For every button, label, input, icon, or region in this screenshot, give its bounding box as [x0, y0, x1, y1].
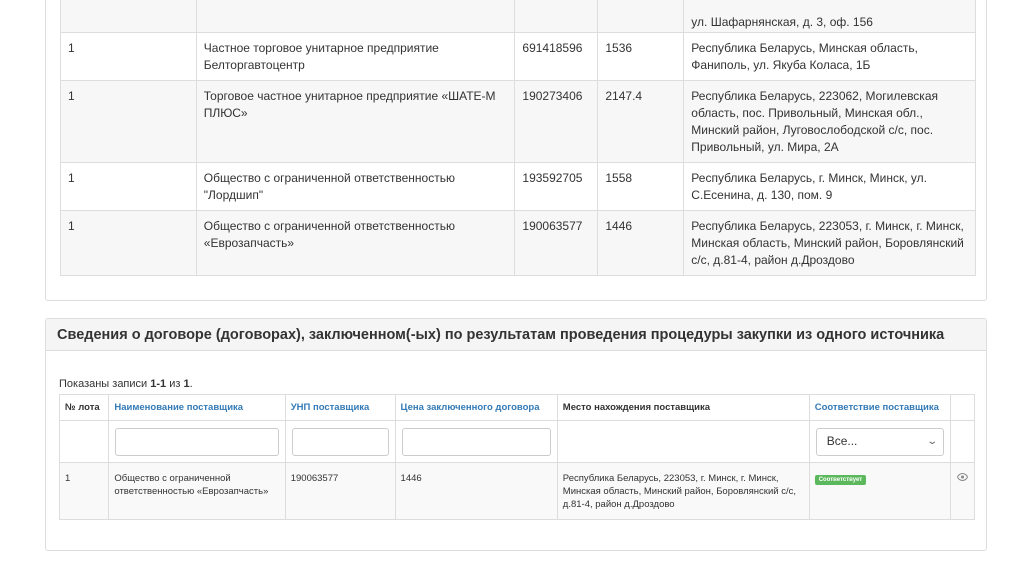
- contract-supplier-unp: 190063577: [285, 463, 395, 520]
- bid-price: 1536: [598, 33, 684, 81]
- contract-supplier-location: Республика Беларусь, 223053, г. Минск, г. Минск, Минская область, Минский район, Боровлянский с/с, д.81-4, район д.Дроздово: [557, 463, 809, 520]
- bids-table: [60, 0, 976, 276]
- table-row: [61, 33, 976, 81]
- bid-address: ул. Шафарнянская, д. 3, оф. 156: [684, 0, 976, 33]
- bid-supplier-name: Торговое частное унитарное предприятие «ШАТЕ-М ПЛЮС»: [196, 81, 515, 163]
- summary-total: 1: [183, 378, 190, 390]
- bid-address: Республика Беларусь, Минская область, Фаниполь, ул. Якуба Коласа, 1Б: [684, 33, 976, 81]
- bid-supplier-name: [196, 0, 515, 33]
- column-contract-price[interactable]: Цена заключенного договора: [395, 395, 557, 421]
- filter-compliance-value: Все...: [826, 434, 858, 448]
- bid-lot: 1: [61, 33, 197, 81]
- summary-prefix: Показаны записи: [59, 378, 151, 390]
- bid-price: 1446: [598, 211, 684, 276]
- filter-cell-unp: [285, 421, 395, 463]
- bid-supplier-name: Частное торговое унитарное предприятие Белторгавтоцентр: [196, 33, 515, 81]
- bid-lot: [61, 0, 197, 33]
- table-row: [61, 211, 976, 276]
- summary-mid: из: [166, 378, 184, 390]
- filter-cell-location: [557, 421, 809, 463]
- bid-address: Республика Беларусь, г. Минск, Минск, ул. С.Есенина, д. 130, пом. 9: [684, 163, 976, 211]
- column-supplier-unp[interactable]: УНП поставщика: [285, 395, 395, 421]
- column-supplier-name[interactable]: Наименование поставщика: [109, 395, 285, 421]
- bid-unp: [515, 0, 598, 33]
- filter-cell-name: [109, 421, 285, 463]
- contract-supplier-name: Общество с ограниченной ответственностью «Еврозапчасть»: [109, 463, 285, 520]
- filter-cell-price: [395, 421, 557, 463]
- column-actions: [950, 395, 974, 421]
- contract-compliance-cell: [809, 463, 950, 520]
- records-summary: [59, 378, 193, 390]
- contracts-table: [59, 394, 975, 520]
- bid-price: 1558: [598, 163, 684, 211]
- table-row: [61, 0, 976, 33]
- bid-lot: 1: [61, 211, 197, 276]
- bid-unp: 691418596: [515, 33, 598, 81]
- table-header-row: [60, 395, 975, 421]
- bid-unp: 190273406: [515, 81, 598, 163]
- chevron-down-icon: ⌄: [926, 436, 939, 447]
- summary-suffix: .: [189, 378, 193, 390]
- table-row: [60, 463, 975, 520]
- bids-panel: [45, 0, 987, 301]
- column-lot: № лота: [60, 395, 109, 421]
- bid-supplier-name: Общество с ограниченной ответственностью «Еврозапчасть»: [196, 211, 515, 276]
- table-row: [61, 163, 976, 211]
- column-supplier-location: Место нахождения поставщика: [557, 395, 809, 421]
- filter-cell-actions: [950, 421, 974, 463]
- bid-lot: 1: [61, 81, 197, 163]
- filter-row: [60, 421, 975, 463]
- column-supplier-compliance[interactable]: Соответствие поставщика: [809, 395, 950, 421]
- contract-lot: 1: [60, 463, 109, 520]
- filter-cell-lot: [60, 421, 109, 463]
- bid-price: 2147.4: [598, 81, 684, 163]
- eye-icon[interactable]: [957, 472, 968, 485]
- bid-price: [598, 0, 684, 33]
- status-badge: Соответствует: [815, 475, 866, 485]
- bid-supplier-name: Общество с ограниченной ответственностью "Лордшип": [196, 163, 515, 211]
- contracts-panel: [45, 318, 987, 551]
- contract-view-cell: [950, 463, 974, 520]
- filter-contract-price-input[interactable]: [402, 428, 551, 456]
- panel-heading: Сведения о договоре (договорах), заключенном(-ых) по результатам проведения процедуры закупки из одного источника: [46, 319, 986, 351]
- bid-lot: 1: [61, 163, 197, 211]
- bid-address: Республика Беларусь, 223053, г. Минск, г. Минск, Минская область, Минский район, Боровлянский с/с, д.81-4, район д.Дроздово: [684, 211, 976, 276]
- filter-supplier-name-input[interactable]: [115, 428, 278, 456]
- bid-unp: 190063577: [515, 211, 598, 276]
- table-row: [61, 81, 976, 163]
- contract-price: 1446: [395, 463, 557, 520]
- filter-compliance-select[interactable]: [816, 428, 944, 456]
- filter-supplier-unp-input[interactable]: [292, 428, 389, 456]
- bid-unp: 193592705: [515, 163, 598, 211]
- bid-address: Республика Беларусь, 223062, Могилевская область, пос. Привольный, Минская обл., Минский район, Луговослободской с/с, пос. Привольный, ул. Мира, 2А: [684, 81, 976, 163]
- filter-cell-compliance: [809, 421, 950, 463]
- summary-range: 1-1: [150, 378, 167, 390]
